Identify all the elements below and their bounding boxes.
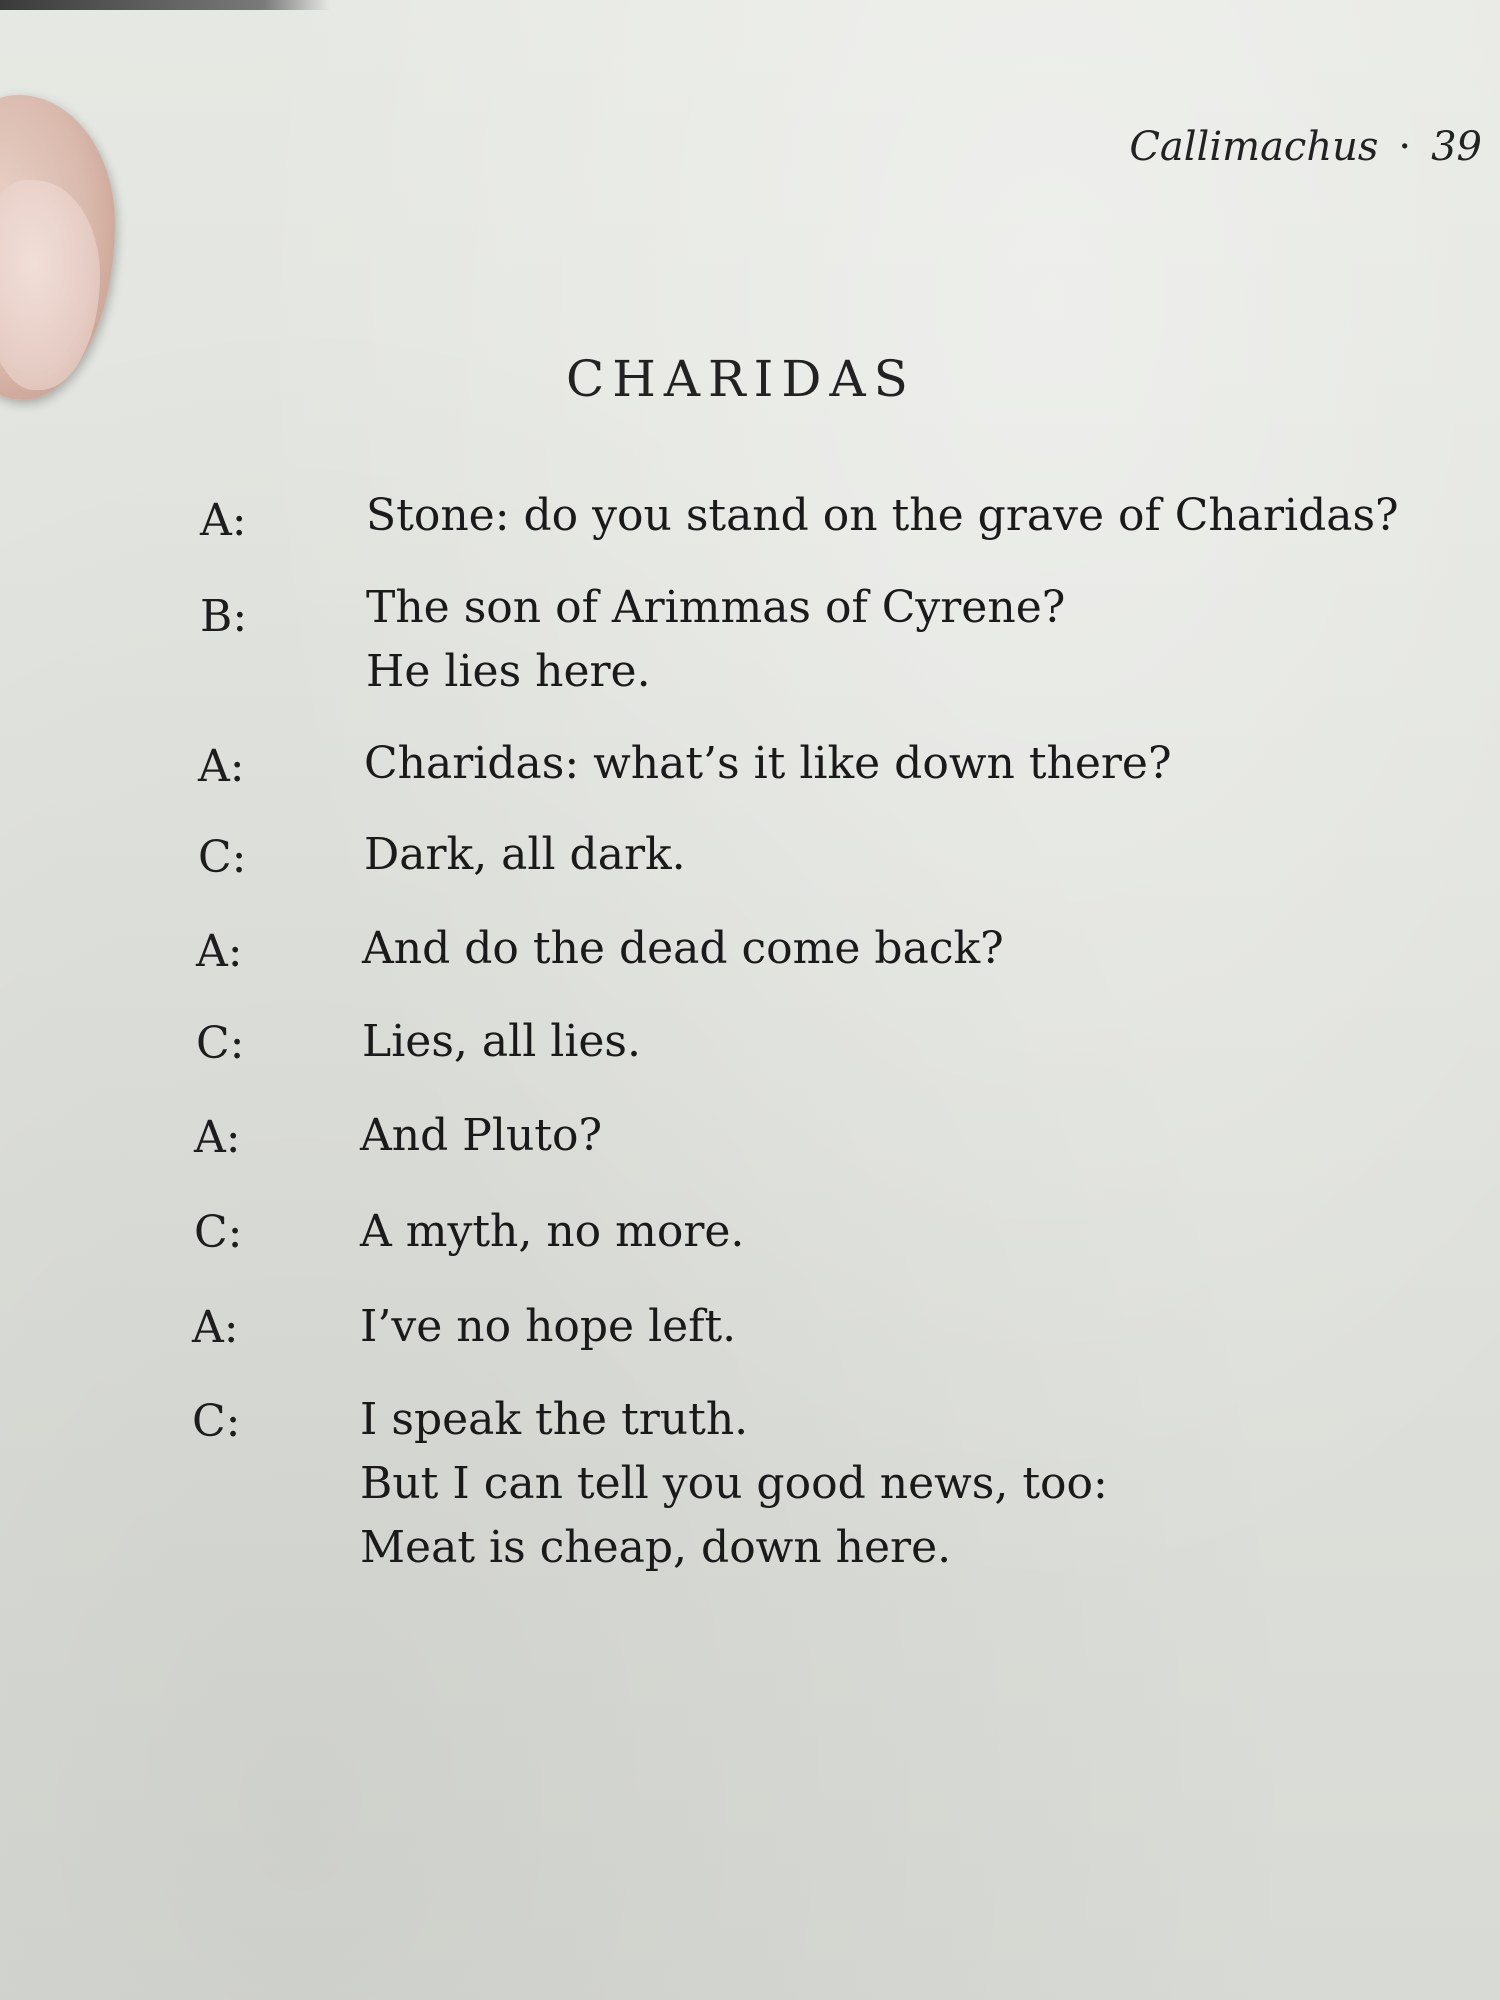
verse-line: I speak the truth.	[360, 1394, 749, 1445]
verse-line: Lies, all lies.	[362, 1016, 641, 1067]
speaker-label: B:	[200, 591, 248, 642]
dialogue-line	[360, 1295, 736, 1359]
dialogue-line	[362, 1010, 641, 1074]
speaker-label: C:	[192, 1396, 241, 1447]
speaker-label: C:	[196, 1018, 245, 1069]
dialogue-line	[366, 576, 1065, 704]
verse-line: And do the dead come back?	[362, 923, 1004, 974]
verse-line: And Pluto?	[360, 1110, 603, 1161]
verse-line: Meat is cheap, down here.	[360, 1522, 952, 1573]
speaker-label: C:	[198, 832, 247, 883]
dialogue-line	[360, 1388, 1108, 1580]
verse-line: Dark, all dark.	[364, 829, 686, 880]
speaker-label: A:	[200, 495, 247, 546]
dialogue-line	[360, 1200, 744, 1264]
speaker-label: A:	[192, 1302, 239, 1353]
verse-line: Stone: do you stand on the grave of Charidas?	[366, 490, 1399, 541]
verse-line: The son of Arimmas of Cyrene?	[366, 582, 1066, 633]
speaker-label: A:	[198, 741, 245, 792]
page-number: 39	[1431, 124, 1482, 170]
speaker-label: A:	[196, 926, 243, 977]
speaker-label: C:	[194, 1207, 243, 1258]
running-head-section: Callimachus	[1129, 124, 1379, 170]
poem-title: CHARIDAS	[566, 350, 916, 408]
dialogue-line	[364, 823, 686, 887]
verse-line: Charidas: what’s it like down there?	[364, 738, 1172, 789]
dialogue-line	[366, 484, 1399, 548]
verse-line: He lies here.	[366, 646, 651, 697]
speaker-label: A:	[194, 1112, 241, 1163]
dialogue-line	[362, 917, 1004, 981]
verse-line: I’ve no hope left.	[360, 1301, 737, 1352]
verse-line: But I can tell you good news, too:	[360, 1458, 1108, 1509]
dialogue-line	[360, 1104, 602, 1168]
verse-line: A myth, no more.	[360, 1206, 745, 1257]
dialogue-line	[364, 732, 1172, 796]
running-head-separator: ·	[1398, 124, 1412, 170]
